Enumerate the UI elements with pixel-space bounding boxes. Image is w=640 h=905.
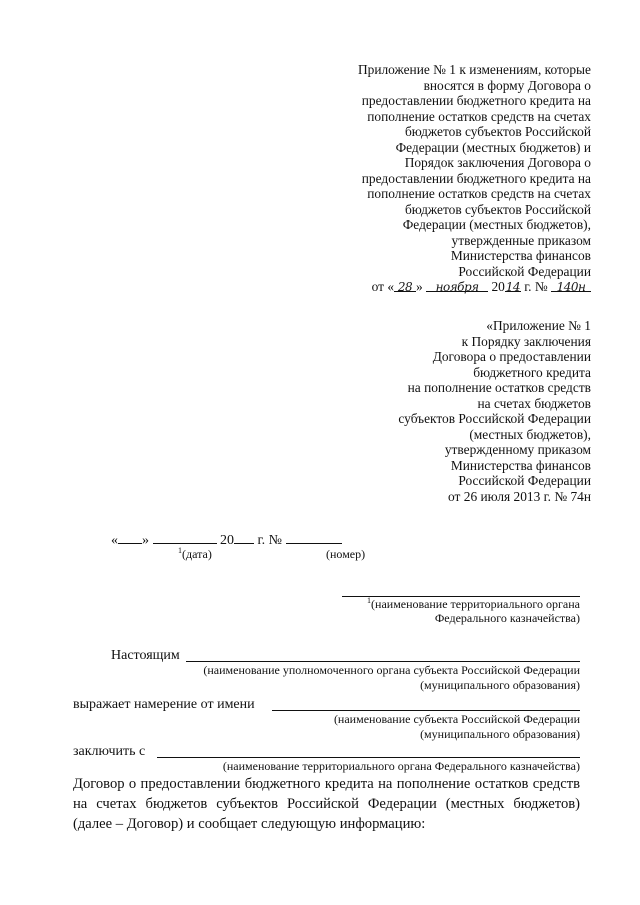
order-month: [426, 279, 488, 292]
appendix-1-line: Приложение № 1 к изменениям, которые: [357, 62, 591, 77]
appendix-1-line: Федерации (местных бюджетов),: [402, 217, 591, 232]
order-number: [551, 279, 591, 292]
appendix-2-line: Министерства финансов: [450, 457, 591, 473]
nastoyashchim-label: Настоящим: [111, 648, 180, 663]
conclude-treasury-caption: (наименование территориального органа Федерального казначейства): [222, 759, 580, 773]
appendix-2-line: Договора о предоставлении: [432, 349, 591, 364]
body-paragraph: Договор о предоставлении бюджетного кредита на пополнение остатков средств на счетах бюджетов субъектов Российской Федерации (местных бюджетов) (далее – Договор) и сообщает следующую информацию:: [73, 776, 580, 832]
date-close-quote: »: [142, 533, 149, 548]
footnote-mark: 1: [178, 546, 182, 555]
date-caption-text: (дата): [182, 547, 212, 561]
order-year: [505, 279, 521, 292]
appendix-2-line: от 26 июля 2013 г. № 74н: [448, 488, 591, 504]
form-number-prefix: г. №: [257, 533, 283, 548]
appendix-1-line: бюджетов субъектов Российской: [404, 201, 591, 217]
subject-caption-1: (наименование субъекта Российской Федерации: [333, 712, 580, 726]
form-day-field[interactable]: [118, 531, 142, 544]
order-date-line: [358, 279, 591, 295]
appendix-1-line: вносятся в форму Договора о: [423, 77, 591, 93]
intent-label: выражает намерение от имени: [73, 697, 255, 712]
appendix-2-line: утвержденному приказом: [444, 442, 591, 457]
treasury-caption-2: Федерального казначейства): [434, 611, 580, 625]
authorized-caption-2: (муниципального образования): [420, 678, 580, 692]
treasury-caption-1-text: (наименование территориального органа: [371, 597, 580, 611]
order-number-handwritten: 140н: [556, 280, 586, 294]
order-month-handwritten: ноября: [435, 280, 479, 294]
appendix-2-header: [398, 318, 591, 504]
date-year-prefix: 20: [488, 279, 505, 294]
order-day: [394, 279, 416, 292]
number-caption: (номер): [326, 547, 366, 561]
appendix-2-line: Российской Федерации: [458, 473, 591, 488]
subject-name-field[interactable]: [272, 710, 580, 711]
appendix-2-line: к Порядку заключения: [461, 333, 591, 349]
appendix-1-line: пополнение остатков средств на счетах: [367, 108, 591, 124]
date-open-quote: «: [111, 533, 118, 548]
appendix-2-line: субъектов Российской Федерации: [398, 411, 591, 426]
appendix-1-line: Порядок заключения Договора о: [404, 155, 591, 170]
appendix-1-line: Министерства финансов: [450, 248, 591, 263]
date-year-suffix: г. №: [520, 279, 551, 294]
appendix-1-line: Федерации (местных бюджетов) и: [395, 139, 591, 155]
appendix-2-line: бюджетного кредита: [473, 364, 591, 380]
date-caption: [178, 548, 212, 561]
form-number-field[interactable]: [286, 531, 342, 544]
appendix-2-line: на пополнение остатков средств: [407, 380, 591, 395]
appendix-1-line: пополнение остатков средств на счетах: [367, 186, 591, 201]
appendix-2-line: «Приложение № 1: [486, 318, 591, 333]
conclude-treasury-field[interactable]: [157, 757, 580, 758]
footnote-mark: 1: [367, 596, 372, 605]
date-mid: »: [416, 279, 427, 294]
form-month-field[interactable]: [153, 531, 217, 544]
order-day-handwritten: 28: [397, 280, 413, 294]
appendix-1-line: предоставлении бюджетного кредита на: [361, 170, 591, 186]
order-year-handwritten: 14: [505, 280, 520, 294]
form-year-field[interactable]: [234, 531, 254, 544]
appendix-1-line: утвержденные приказом: [451, 232, 591, 248]
appendix-2-line: (местных бюджетов),: [469, 426, 591, 442]
appendix-1-line: бюджетов субъектов Российской: [404, 124, 591, 139]
appendix-1-line: Российской Федерации: [458, 263, 591, 279]
appendix-1-line: предоставлении бюджетного кредита на: [361, 93, 591, 108]
authorized-body-field[interactable]: [186, 661, 580, 662]
conclude-label: заключить с: [73, 744, 146, 759]
date-prefix: от «: [371, 279, 395, 294]
form-year-prefix: 20: [220, 533, 234, 548]
treasury-caption-1: [367, 598, 580, 611]
authorized-caption-1: (наименование уполномоченного органа субъекта Российской Федерации: [203, 663, 580, 677]
form-date-number-row: [111, 531, 342, 549]
appendix-2-line: на счетах бюджетов: [477, 395, 591, 411]
subject-caption-2: (муниципального образования): [420, 727, 580, 741]
appendix-1-header: [358, 62, 591, 295]
